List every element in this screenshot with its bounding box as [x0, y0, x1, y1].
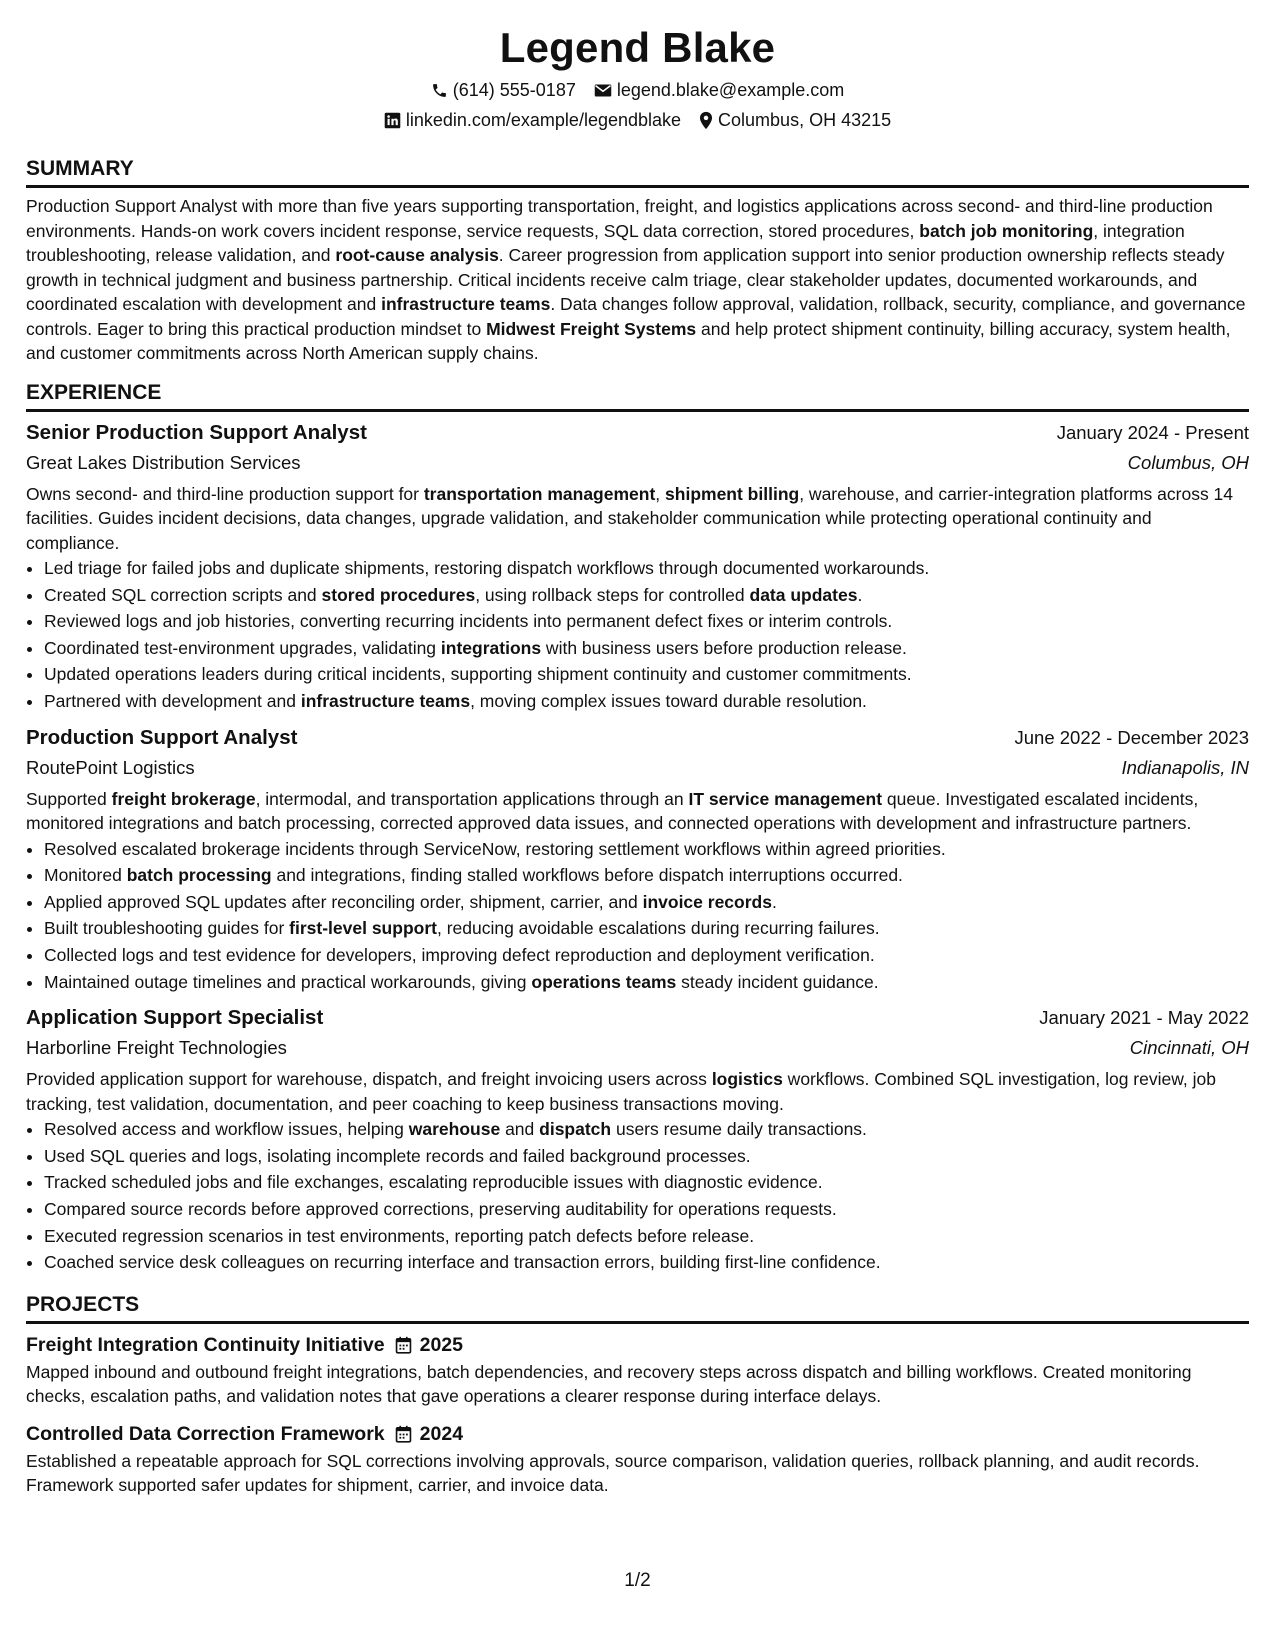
- projects-heading: PROJECTS: [26, 1292, 140, 1316]
- job-description: [26, 1067, 1249, 1116]
- linkedin-icon: [384, 112, 401, 129]
- text-run: .: [771, 891, 777, 912]
- text-run: ,: [655, 483, 666, 504]
- bullet-item: [44, 1116, 1249, 1143]
- job-bullets: [26, 836, 1249, 996]
- location-text: Columbus, OH 43215: [718, 110, 892, 130]
- job-entry: [26, 1003, 1249, 1276]
- text-run: Applied approved SQL updates after reconciling order, shipment, carrier, and: [44, 891, 643, 912]
- bullet-item: [44, 661, 1249, 688]
- text-run: , reducing avoidable escalations during recurring failures.: [436, 918, 880, 939]
- phone-number: (614) 555-0187: [452, 80, 576, 100]
- text-run: , intermodal, and transportation applications through an: [255, 788, 689, 809]
- emphasis-text: IT service management: [688, 788, 883, 809]
- section-divider: [26, 409, 1249, 412]
- emphasis-text: logistics: [711, 1069, 783, 1090]
- text-run: Coached service desk colleagues on recurring interface and transaction errors, building first-line confidence.: [44, 1252, 881, 1273]
- text-run: Maintained outage timelines and practical workarounds, giving: [44, 971, 532, 992]
- job-dates: January 2021 - May 2022: [1039, 1007, 1249, 1029]
- text-run: , warehouse, and carrier-integration platforms across 14 facilities. Guides incident decisions, data changes, upgrade validation, and stakeholder communication while protecting operational continuity and compliance.: [26, 483, 1234, 553]
- text-run: Built troubleshooting guides for: [44, 918, 290, 939]
- emphasis-text: integrations: [440, 637, 542, 658]
- bullet-item: [44, 836, 1249, 863]
- phone-icon: [431, 82, 448, 99]
- emphasis-text: operations teams: [531, 971, 677, 992]
- job-company: Great Lakes Distribution Services: [26, 451, 301, 473]
- text-run: Resolved access and workflow issues, helping: [44, 1119, 409, 1140]
- text-run: . Data changes follow approval, validation, rollback, security, compliance, and governance controls. Eager to bring this practical production mindset to: [26, 294, 1246, 339]
- text-run: queue. Investigated escalated incidents, monitored integrations and batch processing, corrected approved data issues, and connected operations with development and infrastructure partners.: [26, 788, 1199, 834]
- project-year: 2025: [419, 1333, 463, 1356]
- section-divider: [26, 1321, 1249, 1324]
- bullet-item: [44, 688, 1249, 715]
- emphasis-text: warehouse: [408, 1119, 501, 1140]
- text-run: . Career progression from application support into senior production ownership reflects steady growth in technical judgment and business partnership. Critical incidents receive calm triage, clear stakeholder updates, documented workarounds, and coordinated escalation with development and: [26, 245, 1225, 314]
- text-run: Reviewed logs and job histories, converting recurring incidents into permanent defect fixes or interim controls.: [44, 611, 893, 632]
- email-address[interactable]: legend.blake@example.com: [616, 80, 845, 100]
- bullet-item: [44, 1249, 1249, 1276]
- email-contact[interactable]: [594, 78, 844, 102]
- project-year: 2024: [419, 1422, 464, 1445]
- contact-line-secondary: [26, 108, 1249, 132]
- text-run: Partnered with development and: [44, 690, 301, 711]
- job-description: [26, 787, 1249, 836]
- text-run: Collected logs and test evidence for developers, improving defect reproduction and deployment verification.: [44, 944, 875, 965]
- text-run: users resume daily transactions.: [611, 1119, 867, 1140]
- project-name: Freight Integration Continuity Initiative: [26, 1333, 385, 1356]
- text-run: Owns second- and third-line production support for: [26, 483, 424, 504]
- summary-heading: SUMMARY: [26, 157, 134, 180]
- bullet-item: [44, 1143, 1249, 1170]
- job-entry: [26, 418, 1249, 715]
- text-run: Provided application support for warehouse, dispatch, and freight invoicing users across: [26, 1069, 712, 1090]
- project-name: Controlled Data Correction Framework: [26, 1422, 385, 1445]
- experience-heading: EXPERIENCE: [26, 380, 162, 404]
- emphasis-text: batch processing: [126, 865, 272, 886]
- emphasis-text: Midwest Freight Systems: [486, 318, 697, 339]
- page-number: 1/2: [624, 1570, 651, 1591]
- bullet-item: [44, 1223, 1249, 1250]
- linkedin-url[interactable]: linkedin.com/example/legendblake: [405, 110, 682, 130]
- summary-text: [26, 194, 1249, 366]
- text-run: and help protect shipment continuity, billing accuracy, system health, and customer commitments across North American supply chains.: [26, 318, 1231, 363]
- text-run: Tracked scheduled jobs and file exchanges, escalating reproducible issues with diagnostic evidence.: [44, 1172, 823, 1193]
- job-description: [26, 482, 1249, 556]
- calendar-icon: [395, 1336, 412, 1354]
- text-run: Monitored: [44, 865, 127, 886]
- text-run: and integrations, finding stalled workflows before dispatch interruptions occurred.: [271, 865, 903, 886]
- bullet-item: [44, 582, 1249, 609]
- text-run: Executed regression scenarios in test environments, reporting patch defects before release.: [44, 1225, 755, 1246]
- emphasis-text: transportation management: [423, 483, 656, 504]
- text-run: , integration troubleshooting, release validation, and: [26, 220, 1185, 265]
- projects-section: [26, 1292, 1249, 1498]
- project-description: Mapped inbound and outbound freight integrations, batch dependencies, and recovery steps across dispatch and billing workflows. Created monitoring checks, escalation paths, and validation notes that gave operations a clearer response during interface delays.: [26, 1361, 1192, 1407]
- emphasis-text: batch job monitoring: [919, 220, 1094, 241]
- text-run: Coordinated test-environment upgrades, validating: [44, 637, 441, 658]
- job-company: Harborline Freight Technologies: [26, 1037, 287, 1059]
- text-run: with business users before production release.: [541, 637, 907, 658]
- bullet-item: [44, 608, 1249, 635]
- bullet-item: [44, 915, 1249, 942]
- bullet-item: [44, 1196, 1249, 1223]
- emphasis-text: infrastructure teams: [300, 690, 471, 711]
- text-run: Production Support Analyst with more than five years supporting transportation, freight, and logistics applications across second- and third-line production environments. Hands-on work covers incident response, service requests, SQL data correction, stored procedures,: [26, 196, 1213, 241]
- emphasis-text: dispatch: [539, 1119, 612, 1140]
- bullet-item: [44, 942, 1249, 969]
- bullet-item: [44, 555, 1249, 582]
- text-run: Compared source records before approved corrections, preserving auditability for operations requests.: [44, 1198, 837, 1219]
- location-contact: [699, 108, 891, 132]
- text-run: Resolved escalated brokerage incidents through ServiceNow, restoring settlement workflows within agreed priorities.: [44, 838, 946, 859]
- project-entry: [26, 1419, 1249, 1498]
- job-dates: January 2024 - Present: [1056, 421, 1249, 443]
- envelope-icon: [594, 83, 612, 98]
- text-run: and: [500, 1119, 540, 1140]
- project-entry: [26, 1330, 1249, 1409]
- text-run: workflows. Combined SQL investigation, log review, job tracking, test validation, documentation, and peer coaching to keep business transactions moving.: [26, 1069, 1216, 1114]
- text-run: Led triage for failed jobs and duplicate shipments, restoring dispatch workflows through documented workarounds.: [44, 558, 930, 578]
- emphasis-text: shipment billing: [665, 483, 800, 504]
- emphasis-text: first-level support: [289, 918, 437, 939]
- emphasis-text: infrastructure teams: [381, 294, 551, 314]
- emphasis-text: data updates: [749, 584, 858, 605]
- job-location: Columbus, OH: [1127, 451, 1249, 473]
- bullet-item: [44, 862, 1249, 889]
- summary-section: [26, 156, 1249, 366]
- job-title: Production Support Analyst: [26, 725, 298, 749]
- job-bullets: [26, 1116, 1249, 1276]
- project-description: Established a repeatable approach for SQL corrections involving approvals, source comparison, validation queries, rollback planning, and audit records. Framework supported safer updates for shipment, carrier, and invoice data.: [26, 1450, 1200, 1496]
- job-title: Application Support Specialist: [26, 1006, 324, 1030]
- text-run: , moving complex issues toward durable resolution.: [470, 690, 867, 711]
- job-bullets: [26, 555, 1249, 715]
- section-divider: [26, 185, 1249, 188]
- job-location: Indianapolis, IN: [1121, 756, 1249, 778]
- emphasis-text: invoice records: [642, 891, 772, 912]
- text-run: , using rollback steps for controlled: [475, 584, 750, 605]
- calendar-icon: [395, 1425, 412, 1443]
- text-run: Used SQL queries and logs, isolating incomplete records and failed background processes.: [44, 1145, 751, 1166]
- candidate-name: Legend Blake: [499, 24, 776, 71]
- phone-contact: [431, 78, 576, 102]
- text-run: steady incident guidance.: [676, 971, 879, 992]
- text-run: Supported: [26, 788, 112, 809]
- linkedin-contact[interactable]: [384, 108, 681, 132]
- job-company: RoutePoint Logistics: [26, 756, 195, 778]
- job-entry: [26, 723, 1249, 996]
- bullet-item: [44, 889, 1249, 916]
- experience-section: [26, 380, 1249, 1276]
- text-run: Created SQL correction scripts and: [44, 584, 322, 605]
- job-dates: June 2022 - December 2023: [1014, 726, 1249, 748]
- contact-line-primary: [26, 78, 1249, 102]
- emphasis-text: freight brokerage: [111, 788, 256, 809]
- bullet-item: [44, 635, 1249, 662]
- bullet-item: [44, 969, 1249, 996]
- bullet-item: [44, 1169, 1249, 1196]
- job-location: Cincinnati, OH: [1129, 1037, 1249, 1059]
- text-run: Updated operations leaders during critical incidents, supporting shipment continuity and customer commitments.: [44, 664, 912, 685]
- emphasis-text: stored procedures: [321, 584, 476, 605]
- emphasis-text: root-cause analysis: [335, 245, 499, 265]
- text-run: .: [857, 584, 863, 605]
- job-title: Senior Production Support Analyst: [26, 420, 367, 444]
- map-pin-icon: [699, 111, 713, 130]
